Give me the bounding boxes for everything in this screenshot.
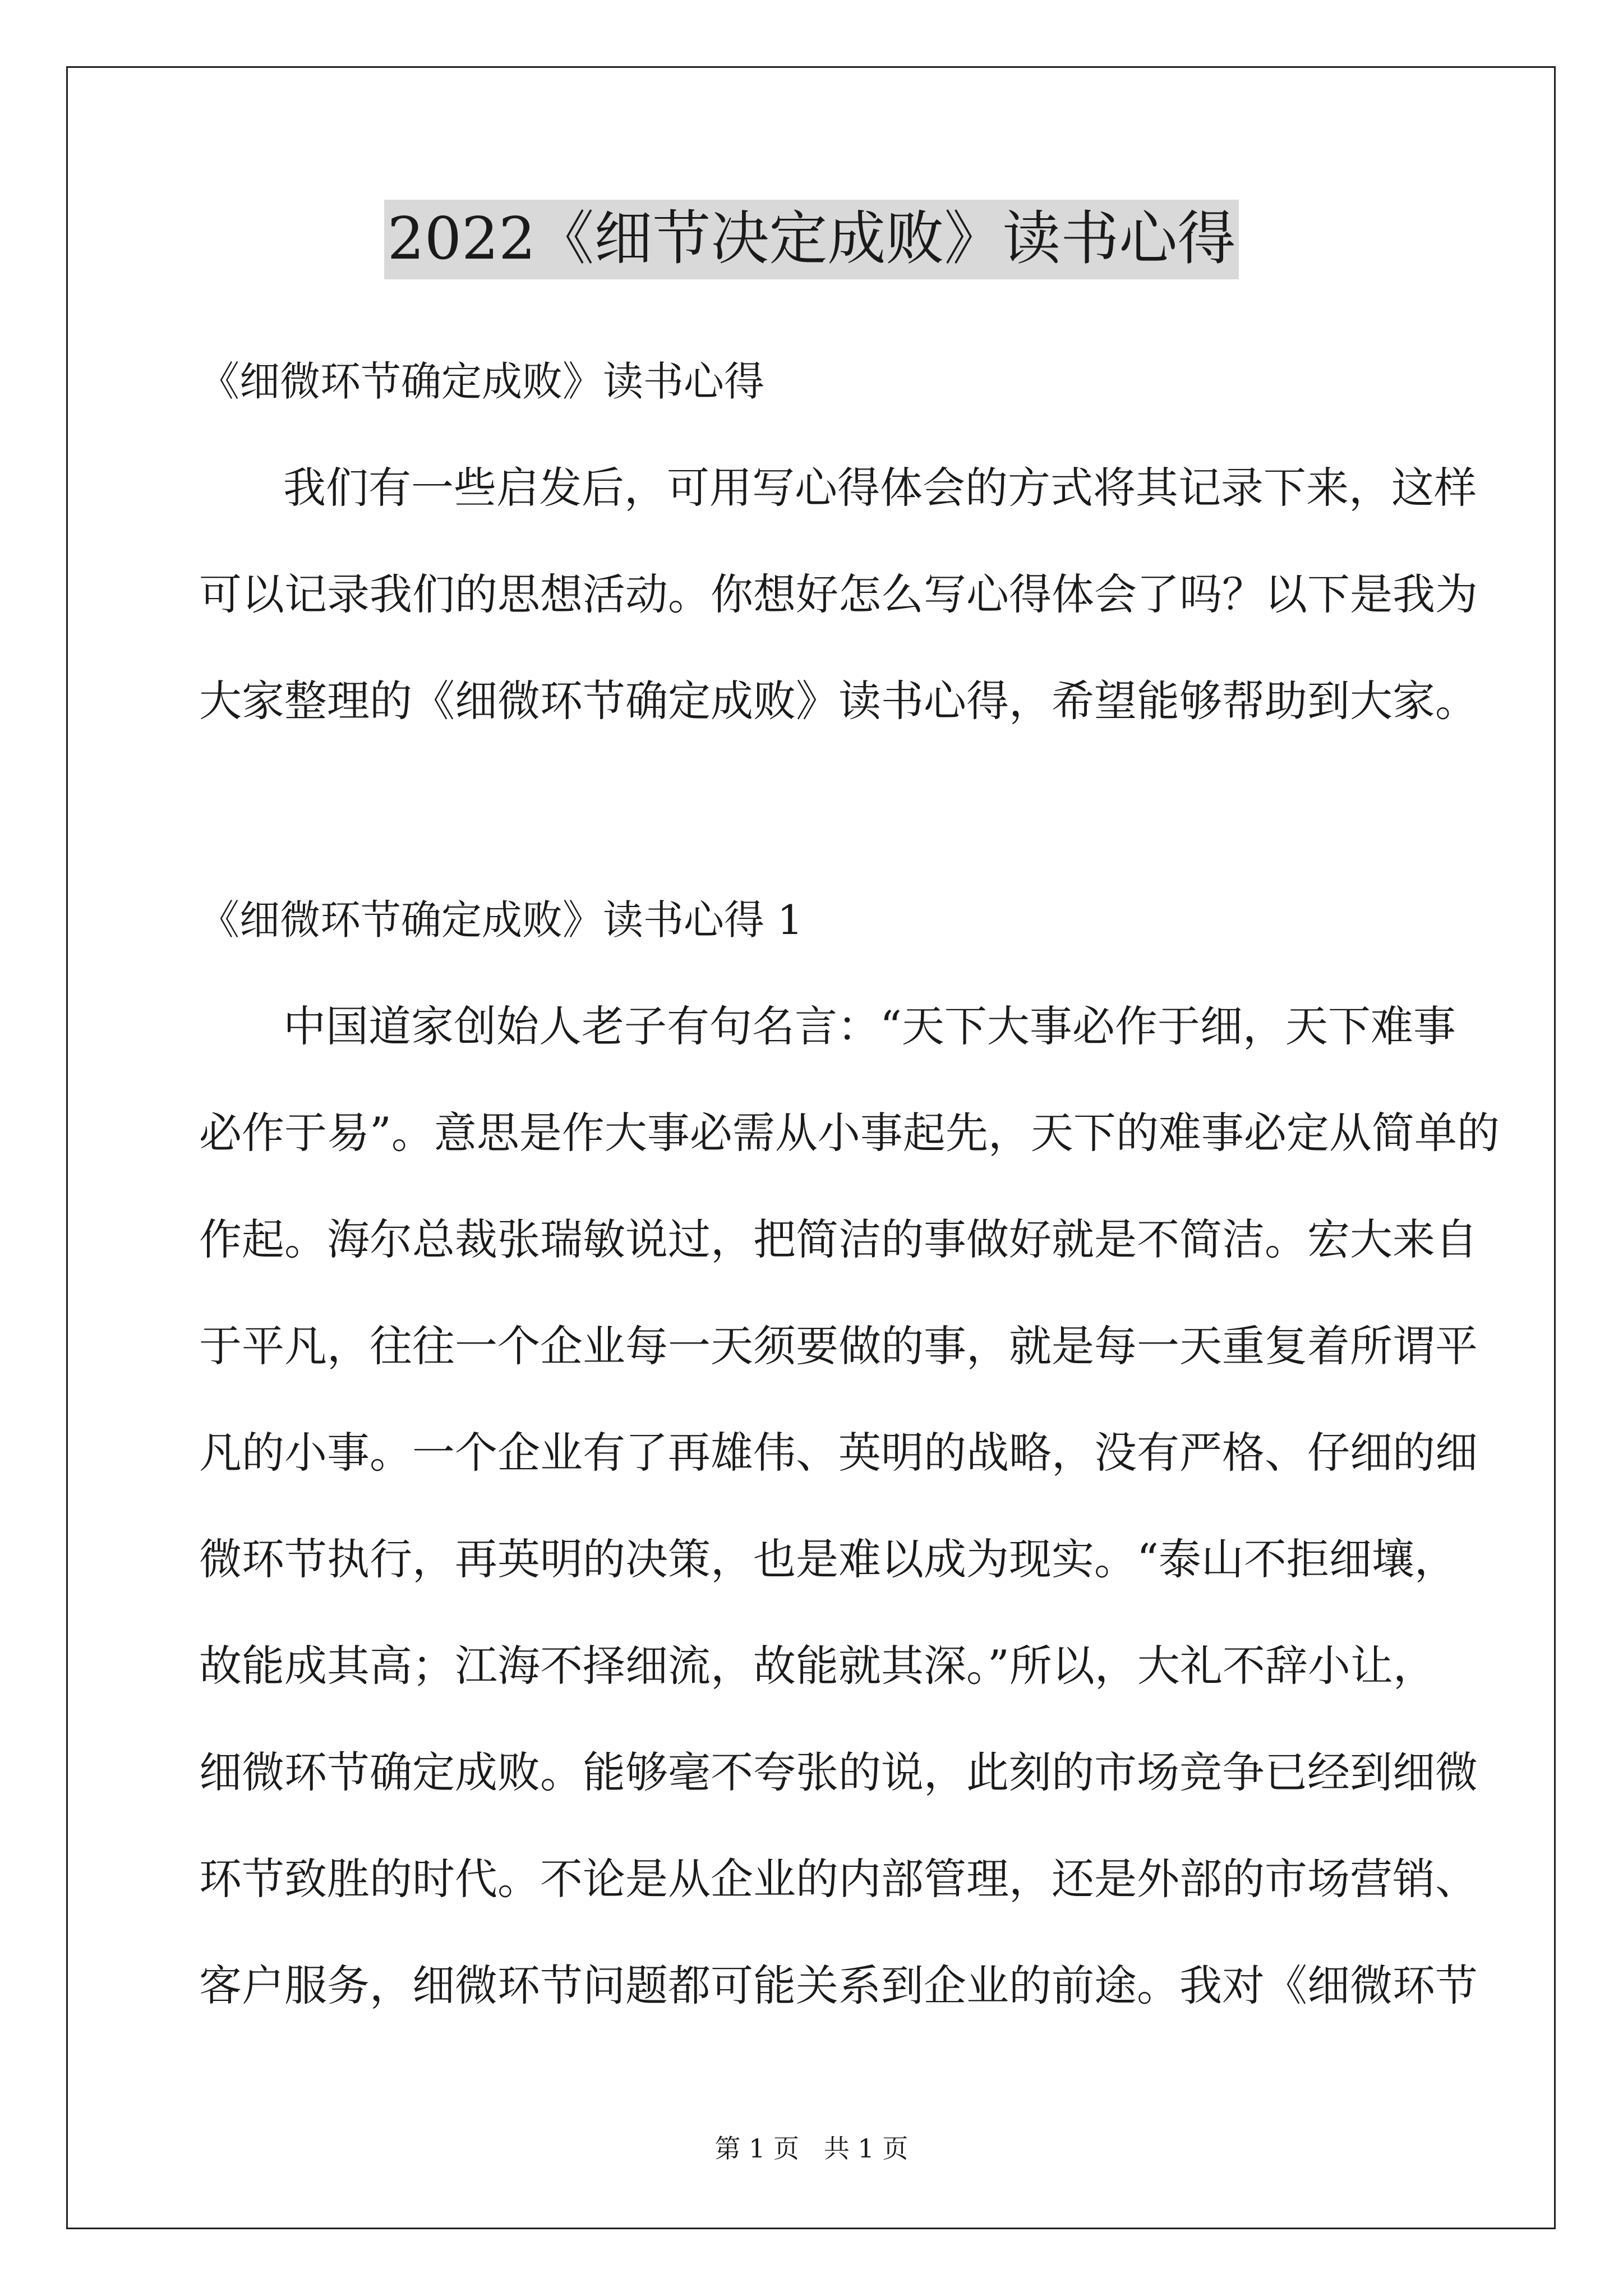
section-line: 细微环节确定成败。能够毫不夸张的说，此刻的市场竞争已经到细微	[199, 1747, 1478, 1797]
document-title	[0, 194, 1623, 283]
section-line: 客户服务，细微环节问题都可能关系到企业的前途。我对《细微环节	[199, 1961, 1478, 2010]
section-line: 必作于易”。意思是作大事必需从小事起先，天下的难事必定从简单的	[199, 1108, 1500, 1158]
section-line: 凡的小事。一个企业有了再雄伟、英明的战略，没有严格、仔细的细	[199, 1428, 1478, 1478]
intro-heading: 《细微环节确定成败》读书心得	[199, 358, 765, 405]
section-line: 中国道家创始人老子有句名言：“天下大事必作于细，天下难事	[283, 1001, 1456, 1051]
section-line: 作起。海尔总裁张瑞敏说过，把简洁的事做好就是不简洁。宏大来自	[199, 1214, 1478, 1264]
intro-line: 可以记录我们的思想活动。你想好怎么写心得体会了吗？以下是我为	[199, 569, 1478, 619]
section-line: 故能成其高；江海不择细流，故能就其深。”所以，大礼不辞小让，	[199, 1641, 1436, 1691]
document-title-text: 2022《细节决定成败》读书心得	[384, 200, 1239, 279]
page-footer: 第 1 页 共 1 页	[714, 2133, 909, 2164]
section-line: 微环节执行，再英明的决策，也是难以成为现实。“泰山不拒细壤，	[199, 1534, 1457, 1584]
section-heading: 《细微环节确定成败》读书心得 1	[199, 896, 803, 944]
section-line: 环节致胜的时代。不论是从企业的内部管理，还是外部的市场营销、	[199, 1854, 1478, 1904]
intro-line: 大家整理的《细微环节确定成败》读书心得，希望能够帮助到大家。	[199, 676, 1478, 726]
section-line: 于平凡，往往一个企业每一天须要做的事，就是每一天重复着所谓平	[199, 1321, 1478, 1371]
intro-line: 我们有一些启发后，可用写心得体会的方式将其记录下来，这样	[283, 463, 1477, 513]
